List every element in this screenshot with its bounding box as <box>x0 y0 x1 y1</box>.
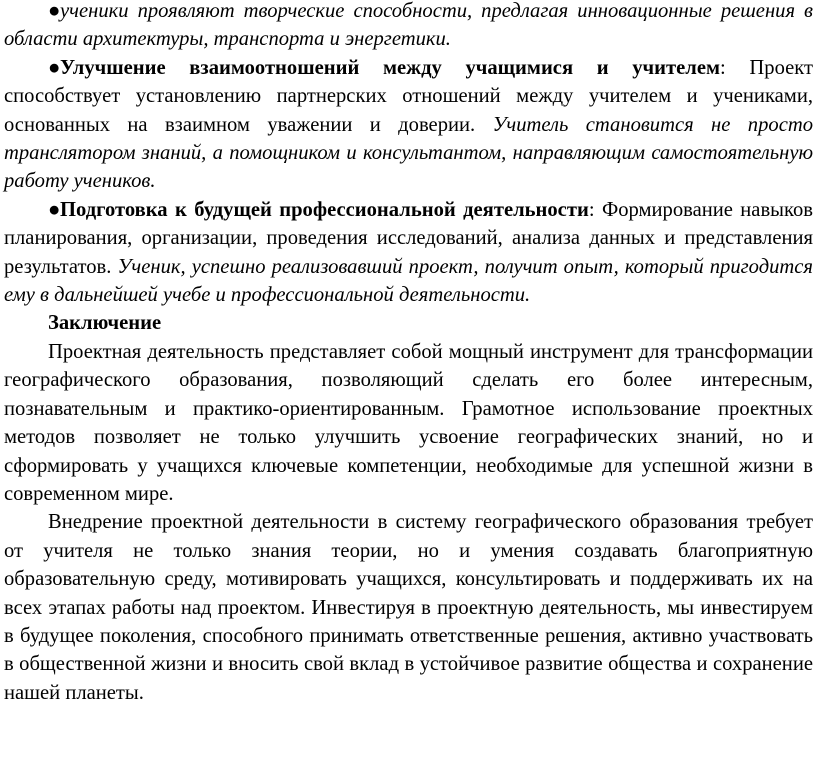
bullet-item-1 <box>4 0 813 54</box>
bullet-3-lead: Подготовка к будущей профессиональной деятельности <box>60 198 589 221</box>
bullet-2-lead: Улучшение взаимоотношений между учащимися и учителем <box>60 56 721 79</box>
lead-separator: : <box>588 198 595 221</box>
bullet-2-text: Проект способствует установлению партнерских отношений между учителем и учениками, основанных на взаимном уважении и доверии. <box>4 56 813 136</box>
conclusion-paragraph-1: Проектная деятельность представляет собой мощный инструмент для трансформации географического образования, позволяющий сделать его более интересным, познавательным и практико-ориентированным. Грамотное использование проектных методов позволяет не только улучшить усвоение географических знаний, но и сформировать у учащихся ключевые компетенции, необходимые для успешной жизни в современном мире. <box>4 340 813 505</box>
lead-separator: : <box>720 56 726 79</box>
bullet-icon: ● <box>48 56 61 79</box>
bullet-icon: ● <box>48 0 61 22</box>
bullet-item-3 <box>4 196 813 310</box>
bullet-3-text: Формирование навыков планирования, организации, проведения исследований, анализа данных и представления результатов. <box>4 198 813 278</box>
conclusion-heading: Заключение <box>48 312 162 335</box>
bullet-2-italic: Учитель становится не просто транслятором знаний, а помощником и консультантом, направляющим самостоятельную работу учеников. <box>4 113 813 193</box>
bullet-1-italic: ученики проявляют творческие способности, предлагая инновационные решения в области архитектуры, транспорта и энергетики. <box>4 0 813 51</box>
conclusion-paragraph-2: Внедрение проектной деятельности в систему географического образования требует от учителя не только знания теории, но и умения создавать благоприятную образовательную среду, мотивировать учащихся, консультировать и поддерживать их на всех этапах работы над проектом. Инвестируя в проектную деятельность, мы инвестируем в будущее поколения, способного принимать ответственные решения, активно участвовать в общественной жизни и вносить свой вклад в устойчивое развитие общества и сохранение нашей планеты. <box>4 511 813 704</box>
bullet-item-2 <box>4 54 813 196</box>
bullet-3-italic: Ученик, успешно реализовавший проект, получит опыт, который пригодится ему в дальнейшей учебе и профессиональной деятельности. <box>4 255 814 307</box>
bullet-icon: ● <box>48 198 61 221</box>
